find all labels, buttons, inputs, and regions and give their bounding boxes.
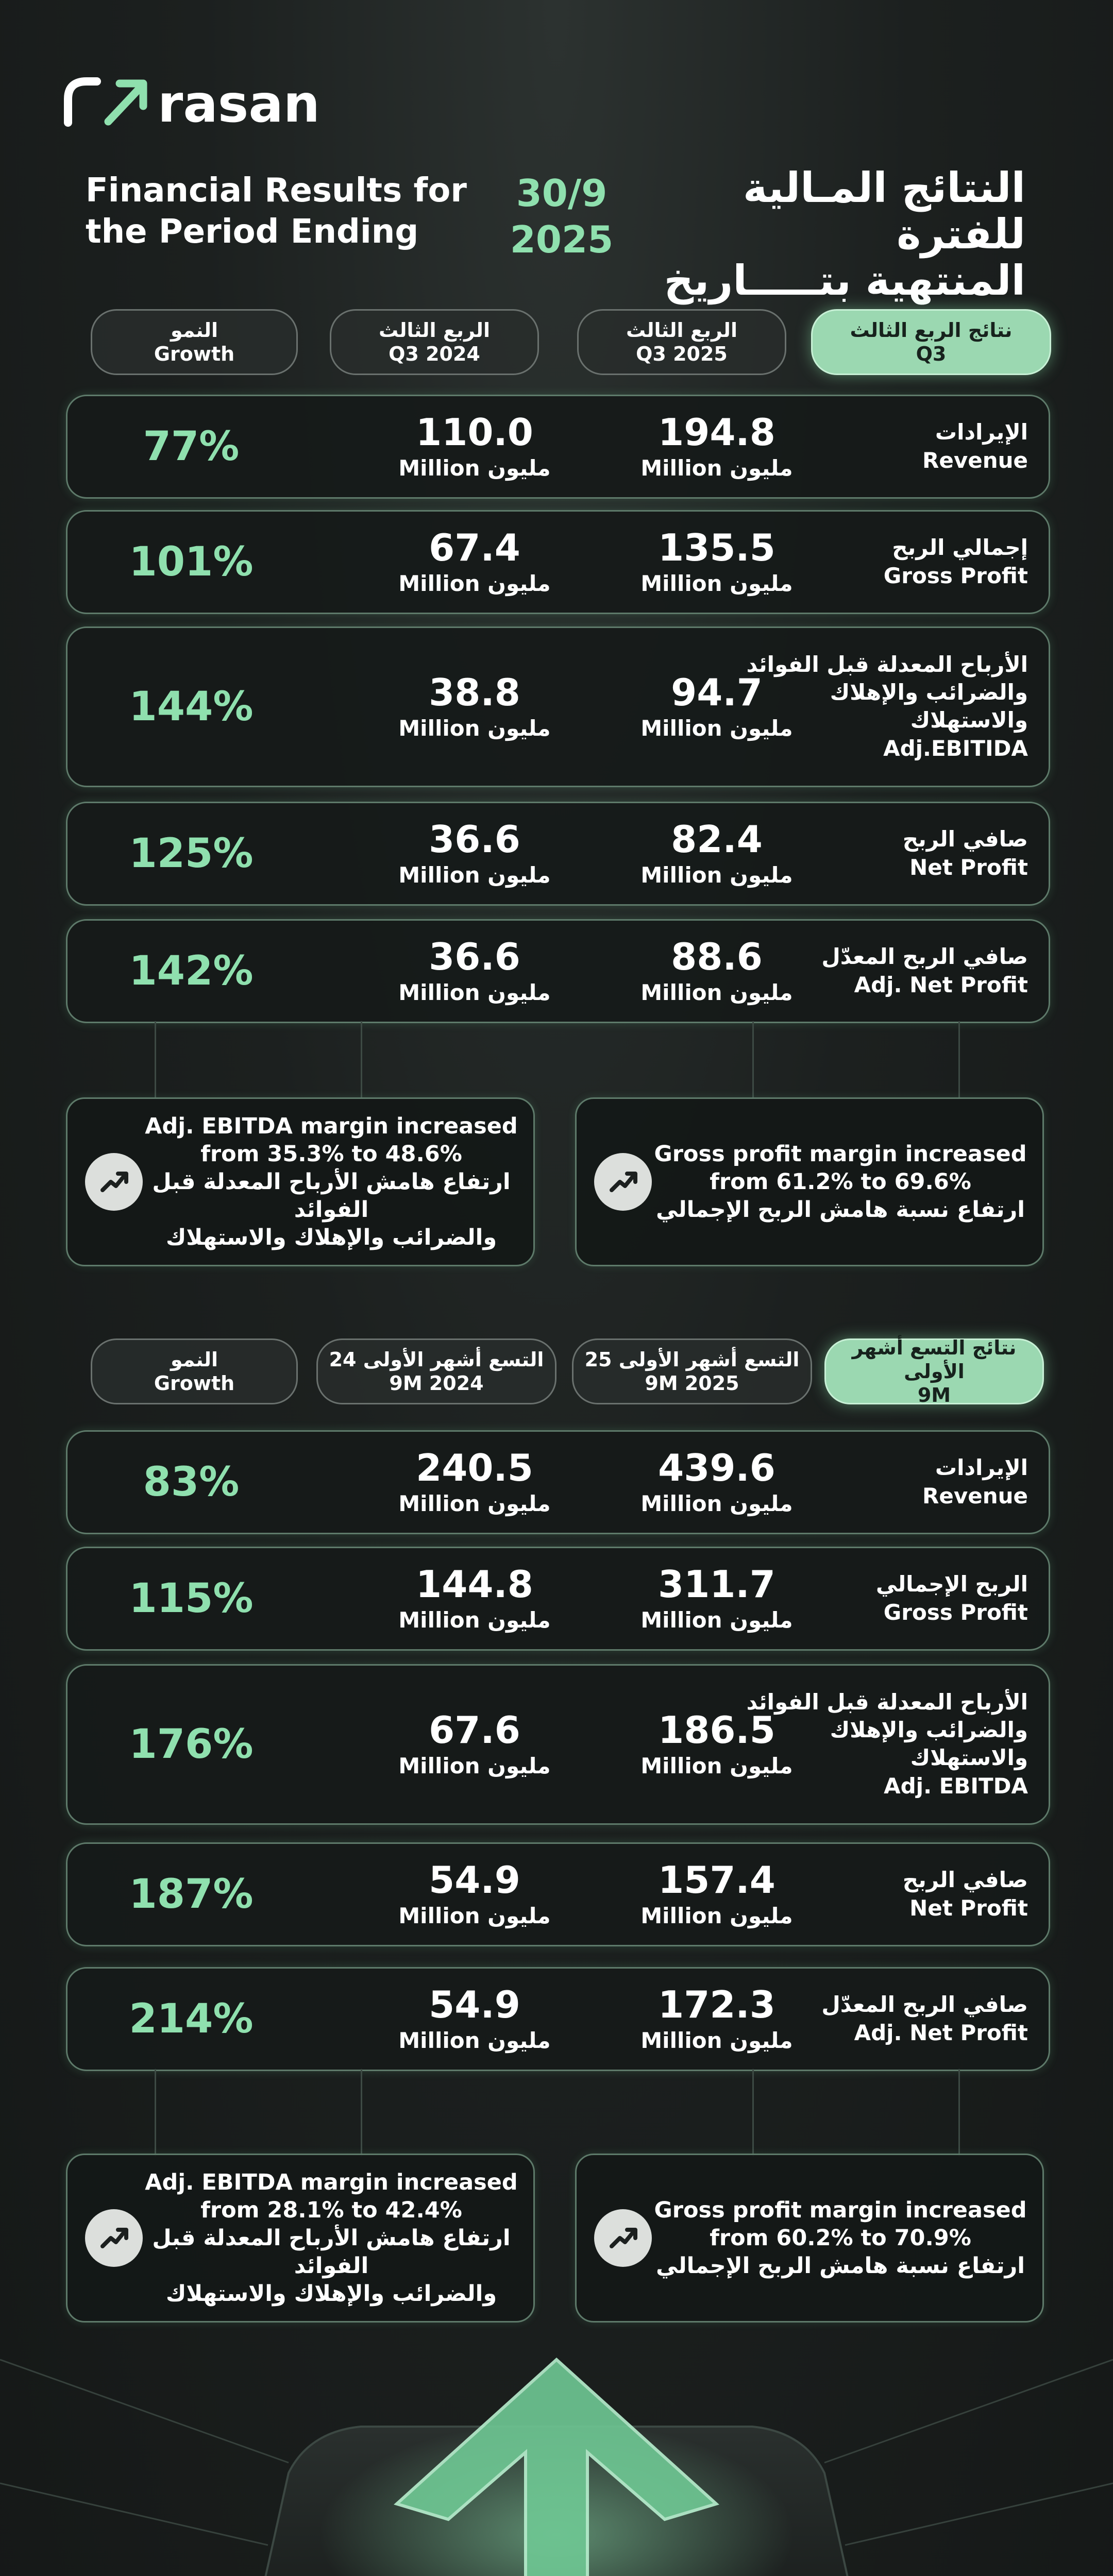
growth-value: 77% [143, 423, 240, 470]
title-arabic [644, 165, 1025, 304]
note-ar-line: والضرائب والإهلاك والاستهلاك [165, 1225, 497, 1250]
pill-section-ar: نتائج التسع أشهر الأولى [852, 1336, 1017, 1383]
note-en-line: Adj. EBITDA margin increased [145, 2170, 518, 2195]
note-en-line: Gross profit margin increased [654, 1141, 1027, 1167]
header-pill-growth [91, 1338, 298, 1404]
prev-value [366, 1432, 583, 1533]
metric-label-ar: صافي الربح [902, 826, 1028, 852]
metric-label-ar: صافي الربح [902, 1867, 1028, 1892]
unit-en: Million [398, 862, 480, 888]
prev-number: 240.5 [416, 1446, 533, 1489]
prev-value [366, 396, 583, 497]
unit-en: Million [640, 455, 722, 481]
connector-line [155, 2069, 156, 2157]
curr-number: 311.7 [658, 1563, 775, 1606]
unit-en: Million [640, 2028, 722, 2053]
q3-note-gross-margin [575, 1097, 1044, 1266]
metric-label-en: Revenue [922, 448, 1028, 473]
growth-value: 115% [129, 1575, 254, 1622]
trend-up-arrow-icon [85, 1153, 143, 1211]
unit-ar: مليون [730, 1753, 793, 1778]
unit-ar: مليون [730, 1607, 793, 1633]
pill-prev-en: 9M 2024 [389, 1372, 484, 1395]
unit-en: Million [398, 980, 480, 1005]
unit-ar: مليون [487, 2028, 551, 2053]
metric-label-en: Adj.EBITIDA [883, 736, 1028, 761]
unit-en: Million [398, 2028, 480, 2053]
trend-up-arrow-icon [85, 2209, 143, 2267]
unit-en: Million [640, 1491, 722, 1516]
title-en-line2: the Period Ending [86, 213, 419, 251]
header-pill-growth [91, 309, 298, 375]
title-english [86, 170, 477, 252]
unit-ar: مليون [487, 862, 551, 888]
metric-label-ar: الإيرادات [935, 1455, 1028, 1480]
unit-en: Million [640, 980, 722, 1005]
logo-text: rasan [158, 74, 320, 134]
unit-ar: مليون [730, 455, 793, 481]
prev-number: 54.9 [429, 1983, 520, 2026]
note-en-line: from 35.3% to 48.6% [200, 1141, 462, 1167]
connector-line [155, 1021, 156, 1098]
metric-label-en: Net Profit [909, 855, 1028, 880]
unit-ar: مليون [487, 1607, 551, 1633]
note-ar-line: ارتفاع هامش الأرباح المعدلة قبل الفوائد [152, 2225, 511, 2279]
unit-en: Million [398, 1903, 480, 1928]
title-en-line1: Financial Results for [86, 172, 467, 210]
q3-row-gross-profit [66, 510, 1050, 614]
metric-label [739, 1969, 1028, 2070]
pill-curr-en: Q3 2025 [636, 343, 728, 365]
rasan-logo [64, 72, 320, 134]
pill-section-en: 9M [917, 1384, 951, 1406]
date-day-month: 30/9 [516, 172, 608, 215]
connector-line [361, 1021, 362, 1098]
prev-number: 144.8 [416, 1563, 533, 1606]
pill-growth-ar: النمو [170, 1348, 218, 1371]
q3-row-net-profit [66, 802, 1050, 906]
prev-number: 36.6 [429, 818, 520, 861]
unit-ar: مليون [730, 862, 793, 888]
9m-row-gross-profit [66, 1547, 1050, 1651]
prev-number: 67.4 [429, 526, 520, 569]
header-pill-q3-2025 [577, 309, 786, 375]
note-en-line: Gross profit margin increased [654, 2197, 1027, 2223]
pill-growth-en: Growth [154, 1372, 235, 1395]
growth-value: 214% [129, 1996, 254, 2042]
unit-en: Million [640, 716, 722, 741]
unit-en: Million [398, 1753, 480, 1778]
prev-number: 54.9 [429, 1858, 520, 1902]
unit-en: Million [640, 862, 722, 888]
metric-label [739, 512, 1028, 613]
metric-label [739, 921, 1028, 1022]
prev-value [366, 628, 583, 786]
prev-value [366, 1969, 583, 2070]
unit-ar: مليون [487, 1753, 551, 1778]
growth-value: 142% [129, 948, 254, 994]
metric-label-ar: الإيرادات [935, 419, 1028, 445]
unit-ar: مليون [730, 2028, 793, 2053]
metric-label [739, 1666, 1028, 1823]
unit-en: Million [640, 1903, 722, 1928]
metric-label-ar: الأرباح المعدلة قبل الفوائد والضرائب والإهلاك والاستهلاك [746, 1689, 1028, 1770]
curr-number: 88.6 [671, 935, 763, 978]
connector-line [752, 2069, 754, 2157]
q3-note-ebitda-margin [66, 1097, 535, 1266]
metric-label-ar: صافي الربح المعدّل [821, 944, 1028, 969]
pill-section-en: Q3 [916, 343, 947, 365]
9m-row-revenue [66, 1430, 1050, 1534]
prev-value [366, 1548, 583, 1649]
note-en-line: from 60.2% to 70.9% [710, 2225, 971, 2251]
curr-number: 186.5 [658, 1708, 775, 1752]
metric-label-ar: إجمالي الربح [892, 535, 1028, 560]
unit-ar: مليون [730, 980, 793, 1005]
growth-value: 83% [143, 1459, 240, 1505]
connector-line [958, 1021, 960, 1098]
note-ar-line: والضرائب والإهلاك والاستهلاك [165, 2281, 497, 2307]
pill-prev-ar: التسع أشهر الأولى 24 [329, 1348, 544, 1371]
pill-curr-ar: الربع الثالث [626, 319, 737, 342]
metric-label [739, 1548, 1028, 1649]
9m-row-net-profit [66, 1842, 1050, 1946]
header-pill-q3-section [811, 309, 1051, 375]
9m-note-ebitda-margin [66, 2154, 535, 2323]
unit-ar: مليون [487, 716, 551, 741]
metric-label-ar: صافي الربح المعدّل [821, 1992, 1028, 2017]
connector-line [958, 2069, 960, 2157]
metric-label-en: Adj. Net Profit [854, 972, 1028, 997]
curr-number: 157.4 [658, 1858, 775, 1902]
curr-number: 194.8 [658, 411, 775, 454]
growth-value: 125% [129, 831, 254, 877]
metric-label-en: Gross Profit [883, 1600, 1028, 1625]
unit-en: Million [398, 1491, 480, 1516]
unit-ar: مليون [487, 1491, 551, 1516]
metric-label-en: Gross Profit [883, 563, 1028, 588]
metric-label [739, 396, 1028, 497]
header-pill-q3-2024 [330, 309, 539, 375]
unit-en: Million [398, 571, 480, 596]
prev-value [366, 1844, 583, 1945]
header-pill-9m-section [824, 1338, 1044, 1404]
metric-label-en: Adj. EBITDA [884, 1773, 1028, 1799]
pill-section-ar: نتائج الربع الثالث [850, 319, 1013, 342]
trend-up-arrow-icon [594, 1153, 652, 1211]
note-ar-line: ارتفاع هامش الأرباح المعدلة قبل الفوائد [152, 1169, 511, 1223]
prev-value [366, 512, 583, 613]
metric-label [739, 1844, 1028, 1945]
unit-ar: مليون [730, 716, 793, 741]
unit-en: Million [398, 455, 480, 481]
pill-prev-ar: الربع الثالث [379, 319, 490, 342]
curr-number: 439.6 [658, 1446, 775, 1489]
unit-ar: مليون [730, 1903, 793, 1928]
title-ar-line2: المنتهية بتـــــاريخ [664, 257, 1025, 304]
curr-number: 135.5 [658, 526, 775, 569]
q3-row-adj-ebitda [66, 626, 1050, 787]
note-ar-line: ارتفاع نسبة هامش الربح الإجمالي [655, 2253, 1025, 2279]
pill-curr-ar: التسع أشهر الأولى 25 [584, 1348, 800, 1371]
unit-ar: مليون [487, 980, 551, 1005]
pill-growth-en: Growth [154, 343, 235, 365]
curr-number: 172.3 [658, 1983, 775, 2026]
pill-prev-en: Q3 2024 [389, 343, 480, 365]
period-date [484, 170, 639, 263]
unit-ar: مليون [487, 1903, 551, 1928]
metric-label [739, 803, 1028, 904]
metric-label [739, 628, 1028, 786]
metric-label-en: Net Profit [909, 1895, 1028, 1921]
metric-label-ar: الأرباح المعدلة قبل الفوائد والضرائب والإهلاك والاستهلاك [746, 652, 1028, 733]
curr-number: 94.7 [671, 671, 763, 714]
prev-number: 67.6 [429, 1708, 520, 1752]
pill-curr-en: 9M 2025 [645, 1372, 739, 1395]
growth-value: 101% [129, 539, 254, 585]
unit-en: Million [398, 1607, 480, 1633]
growth-value: 144% [129, 684, 254, 730]
q3-row-adj-net-profit [66, 919, 1050, 1023]
curr-number: 82.4 [671, 818, 763, 861]
unit-ar: مليون [730, 1491, 793, 1516]
growth-value: 187% [129, 1871, 254, 1918]
9m-note-gross-margin [575, 2154, 1044, 2323]
prev-value [366, 1666, 583, 1823]
pill-growth-ar: النمو [170, 319, 218, 342]
9m-row-adj-ebitda [66, 1664, 1050, 1825]
unit-en: Million [640, 1607, 722, 1633]
header-pill-9m-2025 [572, 1338, 812, 1404]
header-pill-9m-2024 [316, 1338, 556, 1404]
unit-en: Million [640, 571, 722, 596]
9m-row-adj-net-profit [66, 1967, 1050, 2071]
prev-number: 110.0 [416, 411, 533, 454]
unit-ar: مليون [487, 571, 551, 596]
note-ar-line: ارتفاع نسبة هامش الربح الإجمالي [655, 1197, 1025, 1223]
growth-value: 176% [129, 1721, 254, 1768]
prev-value [366, 803, 583, 904]
connector-line [361, 2069, 362, 2157]
note-en-line: from 28.1% to 42.4% [200, 2197, 462, 2223]
unit-ar: مليون [487, 455, 551, 481]
note-en-line: Adj. EBITDA margin increased [145, 1113, 518, 1139]
unit-ar: مليون [730, 571, 793, 596]
prev-value [366, 921, 583, 1022]
unit-en: Million [398, 716, 480, 741]
arrow-platform-illustration [0, 2329, 1113, 2576]
metric-label [739, 1432, 1028, 1533]
prev-number: 38.8 [429, 671, 520, 714]
metric-label-ar: الربح الإجمالي [875, 1571, 1028, 1597]
metric-label-en: Adj. Net Profit [854, 2020, 1028, 2045]
prev-number: 36.6 [429, 935, 520, 978]
note-en-line: from 61.2% to 69.6% [710, 1169, 971, 1195]
trend-up-arrow-icon [594, 2209, 652, 2267]
metric-label-en: Revenue [922, 1483, 1028, 1509]
q3-row-revenue [66, 395, 1050, 499]
date-year: 2025 [510, 218, 614, 261]
unit-en: Million [640, 1753, 722, 1778]
connector-line [752, 1021, 754, 1098]
title-ar-line1: النتائج المـالية للفترة [743, 164, 1025, 258]
